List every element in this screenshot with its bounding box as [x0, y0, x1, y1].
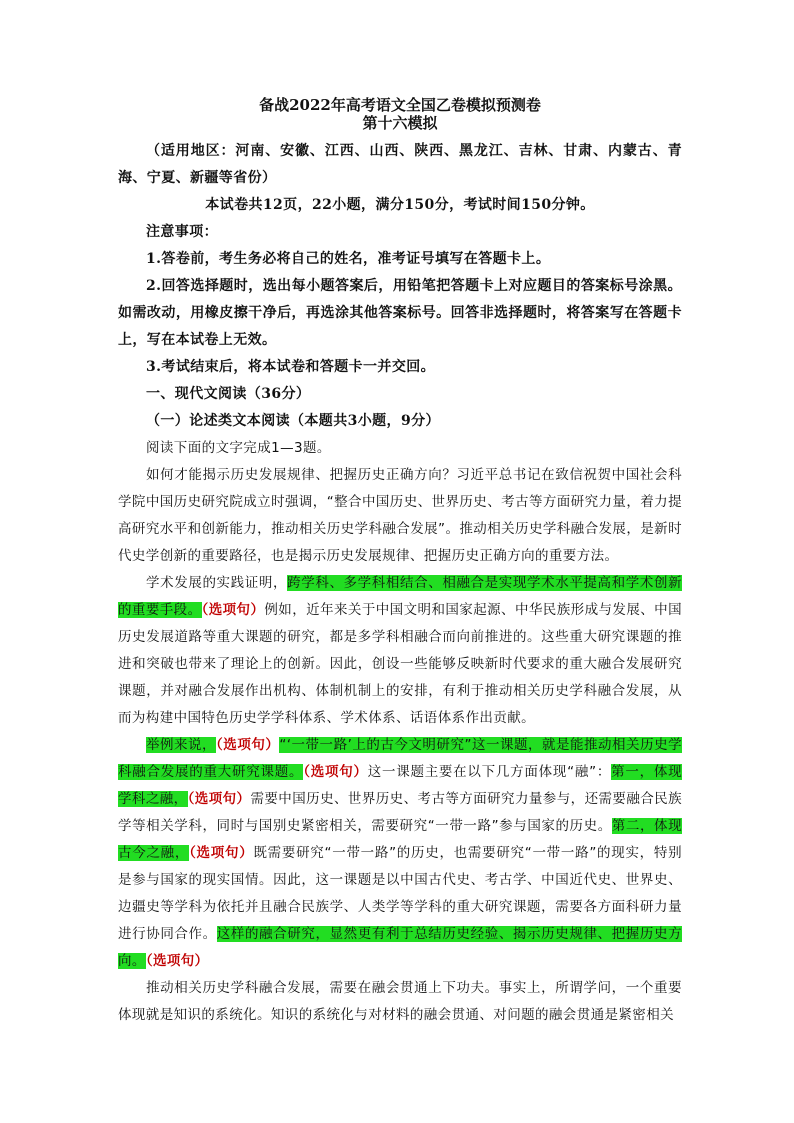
- passage-paragraph-3: [118, 732, 682, 975]
- exam-title: 备战2022年高考语文全国乙卷模拟预测卷: [259, 96, 541, 114]
- option-tag: （选项句）: [201, 602, 265, 618]
- highlighted-sentence: “‘一带一路’上的古今文明研究”这一课题，就是能推动相关历史学科融合发展的重大研究课题。: [118, 737, 682, 780]
- option-tag: （选项句）: [187, 791, 251, 807]
- section-instruction: 阅读下面的文字完成1—3题。: [146, 440, 331, 456]
- highlighted-sentence: 举例来说，: [146, 737, 217, 753]
- option-tag: （选项句）: [145, 953, 209, 969]
- passage-paragraph-4: 推动相关历史学科融合发展，需要在融会贯通上下功夫。事实上，所谓学问，一个重要体现就是知识的系统化。知识的系统化与对材料的融会贯通、对问题的融会贯通是紧密相关: [118, 980, 682, 1023]
- section-subtitle: （一）论述类文本阅读（本题共3小题，9分）: [146, 413, 440, 429]
- note-item-1: 1.答卷前，考生务必将自己的姓名，准考证号填写在答题卡上。: [146, 251, 551, 267]
- option-tag: （选项句）: [189, 845, 254, 861]
- text-segment: 需要中国历史、世界历史、考古等方面研究力量参与，还需要融合民族学等相关学科，同时与国别史紧密相关，需要研究“一带一路”参与国家的历史。: [118, 791, 683, 834]
- highlighted-sentence: 这样的融合研究，显然更有利于总结历史经验、揭示历史规律、把握历史方向。: [118, 926, 682, 969]
- section-title: 一、现代文阅读（36分）: [146, 386, 311, 402]
- exam-subtitle: 第十六模拟: [362, 114, 438, 132]
- text-segment: 既需要研究“一带一路”的历史，也需要研究“一带一路”的现实，特别是参与国家的现实国情。因此，这一课题是以中国古代史、考古学、中国近代史、世界史、边疆史等学科为依托并且融合民族学、人类学等学科的重大研究课题，需要各方面科研力量进行协同合作。: [118, 845, 683, 942]
- exam-info: 本试卷共12页，22小题，满分150分，考试时间150分钟。: [205, 197, 595, 213]
- option-tag: （选项句）: [216, 737, 280, 753]
- text-segment: 这一课题主要在以下几方面体现“融”：: [367, 764, 612, 780]
- highlighted-sentence: 第二，体现古今之融，: [118, 818, 683, 861]
- text-segment: 例如，近年来关于中国文明和国家起源、中华民族形成与发展、中国历史发展道路等重大课题的研究，都是多学科相融合而向前推进的。这些重大研究课题的推进和突破也带来了理论上的创新。因此，创设一些能够反映新时代要求的重大融合发展研究课题，并对融合发展作出机构、体制机制上的安排，有利于推动相关历史学科融合发展，从而为构建中国特色历史学学科体系、学术体系、话语体系作出贡献。: [118, 602, 683, 726]
- option-tag: （选项句）: [303, 764, 368, 780]
- notes-heading: 注意事项：: [146, 224, 218, 240]
- region-note: （适用地区：河南、安徽、江西、山西、陕西、黑龙江、吉林、甘肃、内蒙古、青海、宁夏、新疆等省份）: [118, 143, 682, 186]
- highlighted-sentence: 跨学科、多学科相结合、相融合是实现学术水平提高和学术创新的重要手段。: [118, 575, 682, 618]
- note-item-3: 3.考试结束后，将本试卷和答题卡一并交回。: [146, 359, 436, 375]
- highlighted-sentence: 第一，体现学科之融，: [118, 764, 683, 807]
- text-segment: 学术发展的实践证明，: [146, 575, 288, 591]
- passage-paragraph-1: 如何才能揭示历史发展规律、把握历史正确方向？习近平总书记在致信祝贺中国社会科学院中国历史研究院成立时强调，“整合中国历史、世界历史、考古等方面研究力量，着力提高研究水平和创新能力，推动相关历史学科融合发展”。推动相关历史学科融合发展，是新时代史学创新的重要路径，也是揭示历史发展规律、把握历史正确方向的重要方法。: [118, 467, 682, 564]
- note-item-2: 2.回答选择题时，选出每小题答案后，用铅笔把答题卡上对应题目的答案标号涂黑。如需改动，用橡皮擦干净后，再选涂其他答案标号。回答非选择题时，将答案写在答题卡上，写在本试卷上无效。: [118, 278, 682, 348]
- passage-paragraph-2: [118, 570, 682, 732]
